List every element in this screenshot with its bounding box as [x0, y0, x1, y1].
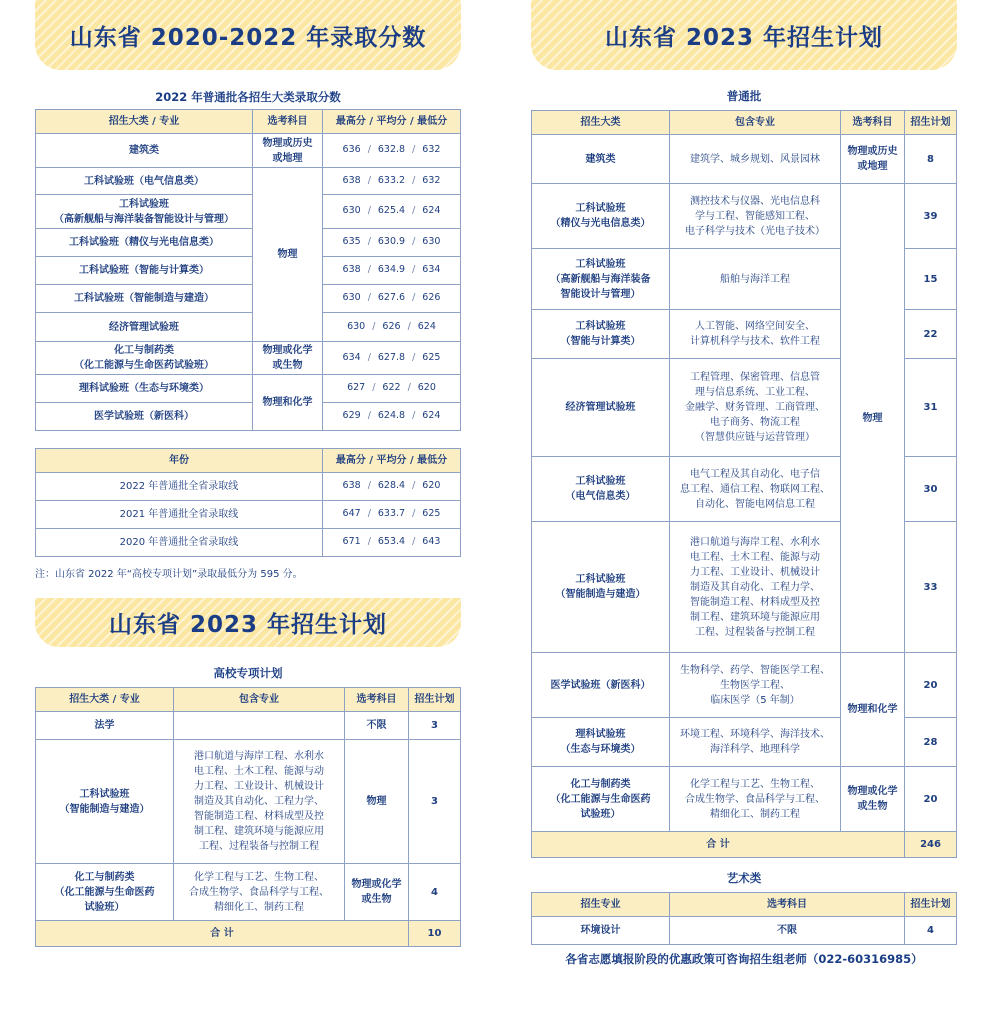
category-name: 医学试验班（新医科） [532, 653, 670, 718]
included-majors: 生物科学、药学、智能医学工程、 生物医学工程、 临床医学（5 年制） [670, 653, 841, 718]
plan-row [532, 135, 957, 184]
year-score-values [323, 529, 461, 557]
included-majors: 化学工程与工艺、生物工程、 合成生物学、食品科学与工程、 精细化工、制药工程 [670, 767, 841, 832]
score-avg: 632.8 [377, 144, 406, 156]
included-majors: 船舶与海洋工程 [670, 249, 841, 310]
score-values [323, 403, 461, 431]
score-avg: 634.9 [377, 264, 406, 276]
subject-requirement: 物理或历史 或地理 [841, 135, 905, 184]
category-name: 理科试验班 （生态与环境类） [532, 718, 670, 767]
plan-count: 3 [409, 740, 461, 864]
category-name: 工科试验班 （电气信息类） [532, 457, 670, 522]
score-max: 630 [342, 292, 361, 304]
score-max: 634 [342, 351, 361, 363]
category-name: 经济管理试验班 [36, 313, 253, 342]
banner-plan-left-title: 山东省 2023 年招生计划 [108, 612, 388, 638]
score-triplet [326, 204, 457, 218]
slash-divider: / [407, 320, 411, 332]
slash-divider: / [412, 536, 416, 548]
banner-scores [35, 0, 461, 70]
category-name: 经济管理试验班 [532, 359, 670, 457]
plan-count: 3 [409, 712, 461, 740]
banner-scores-title: 山东省 2020-2022 年录取分数 [69, 24, 427, 51]
subject-requirement: 物理和化学 [253, 375, 323, 431]
score-row [36, 403, 461, 431]
plan-count: 28 [905, 718, 957, 767]
score-max: 629 [342, 410, 361, 422]
score-max: 630 [342, 205, 361, 217]
score-row [36, 168, 461, 195]
special-plan-row [36, 712, 461, 740]
category-name: 法学 [36, 712, 174, 740]
score-min: 624 [417, 320, 436, 332]
score-row [36, 285, 461, 313]
score-min: 634 [422, 264, 441, 276]
col-header-general-subject: 选考科目 [841, 111, 905, 135]
plan-count: 31 [905, 359, 957, 457]
slash-divider: / [367, 351, 371, 363]
slash-divider: / [412, 205, 416, 217]
score-min: 643 [422, 536, 441, 548]
subject-requirement: 不限 [670, 917, 905, 945]
score-min: 625 [422, 351, 441, 363]
right-column [531, 0, 957, 967]
score-max: 627 [347, 382, 366, 394]
special-plan-row [36, 864, 461, 921]
score-values [323, 134, 461, 168]
score-max: 638 [342, 174, 361, 186]
special-plan-row [36, 740, 461, 864]
category-name: 工科试验班 （精仪与光电信息类） [532, 184, 670, 249]
score-min: 632 [422, 144, 441, 156]
contact-footer: 各省志愿填报阶段的优惠政策可咨询招生组老师（022-60316985） [565, 952, 923, 966]
col-header-subject: 选考科目 [253, 110, 323, 134]
scores-table-title: 2022 年普通批各招生大类录取分数 [155, 90, 341, 104]
category-name: 建筑类 [36, 134, 253, 168]
year-label: 2020 年普通批全省录取线 [36, 529, 323, 557]
score-values [323, 195, 461, 229]
general-total-value: 246 [905, 832, 957, 858]
slash-divider: / [367, 174, 371, 186]
score-triplet [326, 235, 457, 249]
score-min: 626 [422, 292, 441, 304]
included-majors: 人工智能、网络空间安全、 计算机科学与技术、软件工程 [670, 310, 841, 359]
score-triplet [326, 174, 457, 188]
subject-requirement: 物理或化学 或生物 [841, 767, 905, 832]
category-name: 工科试验班 （智能制造与建造） [36, 740, 174, 864]
score-avg: 633.2 [377, 174, 406, 186]
general-plan-table [531, 110, 957, 858]
slash-divider: / [412, 292, 416, 304]
category-name: 工科试验班（电气信息类） [36, 168, 253, 195]
slash-divider: / [412, 410, 416, 422]
year-label: 2021 年普通批全省录取线 [36, 501, 323, 529]
score-triplet [326, 143, 457, 157]
plan-count: 20 [905, 767, 957, 832]
score-values [323, 285, 461, 313]
category-name: 工科试验班 （智能制造与建造） [532, 522, 670, 653]
category-name: 建筑类 [532, 135, 670, 184]
plan-row [532, 184, 957, 249]
year-score-values [323, 501, 461, 529]
score-avg: 624.8 [377, 410, 406, 422]
score-avg: 653.4 [377, 536, 406, 548]
general-total-label: 合 计 [532, 832, 905, 858]
subject-requirement: 不限 [345, 712, 409, 740]
score-min: 624 [422, 205, 441, 217]
score-values [323, 342, 461, 375]
score-min: 624 [422, 410, 441, 422]
score-triplet [326, 320, 457, 334]
slash-divider: / [367, 205, 371, 217]
slash-divider: / [412, 351, 416, 363]
special-total-value: 10 [409, 921, 461, 947]
included-majors: 测控技术与仪器、光电信息科 学与工程、智能感知工程、 电子科学与技术（光电子技术） [670, 184, 841, 249]
score-avg: 630.9 [377, 236, 406, 248]
score-triplet [326, 291, 457, 305]
category-name: 化工与制药类 （化工能源与生命医药 试验班） [36, 864, 174, 921]
col-header-special-category: 招生大类 / 专业 [36, 688, 174, 712]
scores-table [35, 109, 461, 431]
score-triplet [326, 351, 457, 365]
plan-count: 22 [905, 310, 957, 359]
slash-divider: / [412, 480, 416, 492]
score-values [323, 229, 461, 257]
score-max: 638 [342, 264, 361, 276]
included-majors: 化学工程与工艺、生物工程、 合成生物学、食品科学与工程、 精细化工、制药工程 [174, 864, 345, 921]
col-header-year-scores: 最高分 / 平均分 / 最低分 [323, 449, 461, 473]
slash-divider: / [367, 236, 371, 248]
general-table-title: 普通批 [726, 89, 762, 103]
score-avg: 627.8 [377, 351, 406, 363]
year-label: 2022 年普通批全省录取线 [36, 473, 323, 501]
score-min: 620 [422, 480, 441, 492]
col-header-special-subject: 选考科目 [345, 688, 409, 712]
score-values [323, 257, 461, 285]
score-triplet [326, 535, 457, 549]
score-row [36, 195, 461, 229]
general-total-row [532, 832, 957, 858]
slash-divider: / [412, 144, 416, 156]
score-min: 620 [417, 382, 436, 394]
slash-divider: / [372, 320, 376, 332]
subject-requirement: 物理 [253, 168, 323, 342]
score-row [36, 229, 461, 257]
plan-count: 39 [905, 184, 957, 249]
plan-row [532, 653, 957, 718]
score-values [323, 313, 461, 342]
year-table [35, 448, 461, 557]
plan-row [532, 767, 957, 832]
category-name: 工科试验班（精仪与光电信息类） [36, 229, 253, 257]
special-total-row [36, 921, 461, 947]
score-avg: 628.4 [377, 480, 406, 492]
score-row [36, 375, 461, 403]
score-avg: 622 [382, 382, 401, 394]
included-majors: 港口航道与海岸工程、水利水 电工程、土木工程、能源与动 力工程、工业设计、机械设计 制造及其自动化、工程力学、 智能制造工程、材料成型及控 制工程、建筑环境与能源应用 工程、过程装备与控制工程 [174, 740, 345, 864]
category-name: 工科试验班 （高新舰船与海洋装备 智能设计与管理） [532, 249, 670, 310]
col-header-year: 年份 [36, 449, 323, 473]
score-max: 630 [347, 320, 366, 332]
art-major-name: 环境设计 [532, 917, 670, 945]
score-triplet [326, 381, 457, 395]
score-min: 632 [422, 174, 441, 186]
included-majors [174, 712, 345, 740]
banner-plan-right [531, 0, 957, 70]
special-table-title: 高校专项计划 [213, 666, 283, 680]
subject-requirement: 物理 [345, 740, 409, 864]
category-name: 化工与制药类 （化工能源与生命医药试验班） [36, 342, 253, 375]
art-plan-table [531, 892, 957, 945]
col-header-general-category: 招生大类 [532, 111, 670, 135]
col-header-category: 招生大类 / 专业 [36, 110, 253, 134]
plan-count: 8 [905, 135, 957, 184]
score-avg: 626 [382, 320, 401, 332]
included-majors: 建筑学、城乡规划、风景园林 [670, 135, 841, 184]
plan-count: 4 [905, 917, 957, 945]
subject-requirement: 物理和化学 [841, 653, 905, 767]
score-triplet [326, 507, 457, 521]
plan-count: 15 [905, 249, 957, 310]
included-majors: 港口航道与海岸工程、水利水 电工程、土木工程、能源与动 力工程、工业设计、机械设计 制造及其自动化、工程力学、 智能制造工程、材料成型及控 制工程、建筑环境与能源应用 工程、过程装备与控制工程 [670, 522, 841, 653]
art-table-title: 艺术类 [726, 871, 762, 885]
score-triplet [326, 263, 457, 277]
slash-divider: / [372, 382, 376, 394]
col-header-special-majors: 包含专业 [174, 688, 345, 712]
slash-divider: / [367, 508, 371, 520]
banner-plan-left [35, 598, 461, 647]
slash-divider: / [407, 382, 411, 394]
art-plan-row [532, 917, 957, 945]
col-header-general-count: 招生计划 [905, 111, 957, 135]
slash-divider: / [412, 508, 416, 520]
score-max: 671 [342, 536, 361, 548]
col-header-scores: 最高分 / 平均分 / 最低分 [323, 110, 461, 134]
slash-divider: / [367, 480, 371, 492]
year-score-values [323, 473, 461, 501]
col-header-art-major: 招生专业 [532, 893, 670, 917]
category-name: 医学试验班（新医科） [36, 403, 253, 431]
score-avg: 625.4 [377, 205, 406, 217]
score-triplet [326, 479, 457, 493]
score-max: 638 [342, 480, 361, 492]
col-header-art-subject: 选考科目 [670, 893, 905, 917]
score-row [36, 134, 461, 168]
plan-count: 20 [905, 653, 957, 718]
special-plan-table [35, 687, 461, 947]
score-avg: 627.6 [377, 292, 406, 304]
subject-requirement: 物理 [841, 184, 905, 653]
subject-requirement: 物理或历史 或地理 [253, 134, 323, 168]
subject-requirement: 物理或化学 或生物 [345, 864, 409, 921]
category-name: 化工与制药类 （化工能源与生命医药 试验班） [532, 767, 670, 832]
category-name: 工科试验班（智能制造与建造） [36, 285, 253, 313]
included-majors: 工程管理、保密管理、信息管 理与信息系统、工业工程、 金融学、财务管理、工商管理、 电子商务、物流工程 （智慧供应链与运营管理） [670, 359, 841, 457]
slash-divider: / [367, 536, 371, 548]
col-header-art-count: 招生计划 [905, 893, 957, 917]
slash-divider: / [412, 174, 416, 186]
plan-count: 33 [905, 522, 957, 653]
slash-divider: / [367, 144, 371, 156]
score-triplet [326, 409, 457, 423]
category-name: 工科试验班（智能与计算类） [36, 257, 253, 285]
score-max: 635 [342, 236, 361, 248]
col-header-general-majors: 包含专业 [670, 111, 841, 135]
slash-divider: / [367, 264, 371, 276]
plan-count: 4 [409, 864, 461, 921]
score-max: 647 [342, 508, 361, 520]
slash-divider: / [367, 410, 371, 422]
special-total-label: 合 计 [36, 921, 409, 947]
score-max: 636 [342, 144, 361, 156]
category-name: 工科试验班 （高新舰船与海洋装备智能设计与管理） [36, 195, 253, 229]
year-row [36, 501, 461, 529]
banner-plan-right-title: 山东省 2023 年招生计划 [604, 24, 884, 51]
included-majors: 电气工程及其自动化、电子信 息工程、通信工程、物联网工程、 自动化、智能电网信息工程 [670, 457, 841, 522]
slash-divider: / [412, 264, 416, 276]
score-row [36, 313, 461, 342]
left-column [35, 0, 461, 947]
subject-requirement: 物理或化学 或生物 [253, 342, 323, 375]
score-row [36, 257, 461, 285]
score-row [36, 342, 461, 375]
slash-divider: / [412, 236, 416, 248]
score-values [323, 375, 461, 403]
col-header-special-count: 招生计划 [409, 688, 461, 712]
plan-count: 30 [905, 457, 957, 522]
score-min: 625 [422, 508, 441, 520]
year-row [36, 529, 461, 557]
score-avg: 633.7 [377, 508, 406, 520]
category-name: 工科试验班 （智能与计算类） [532, 310, 670, 359]
year-row [36, 473, 461, 501]
category-name: 理科试验班（生态与环境类） [36, 375, 253, 403]
score-values [323, 168, 461, 195]
footnote: 注：山东省 2022 年“高校专项计划”录取最低分为 595 分。 [35, 569, 303, 580]
slash-divider: / [367, 292, 371, 304]
included-majors: 环境工程、环境科学、海洋技术、 海洋科学、地理科学 [670, 718, 841, 767]
score-min: 630 [422, 236, 441, 248]
